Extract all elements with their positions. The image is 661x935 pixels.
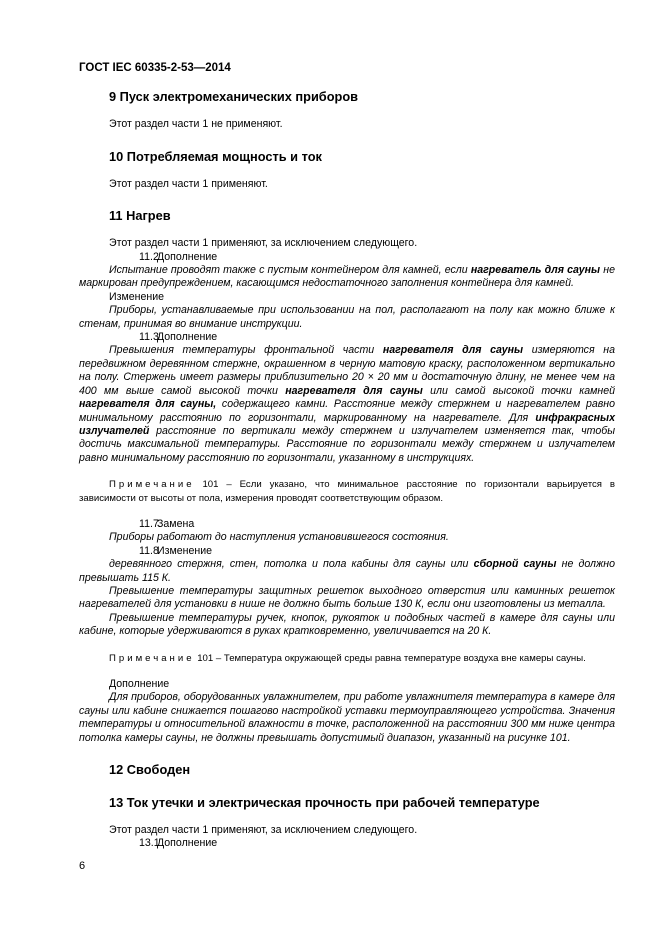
- clause-11-8: 11.8Изменение: [139, 544, 213, 557]
- clause-11-7-text: Приборы работают до наступления установившегося состояния.: [109, 531, 449, 544]
- clause-11-8-text: деревянного стержня, стен, потолка и пола кабины для сауны или сборной сауны не должно превышать 115 К.: [79, 558, 616, 584]
- section-9-text: Этот раздел части 1 не применяют.: [109, 118, 283, 131]
- clause-11-8-text-3: Превышение температуры ручек, кнопок, рукояток и подобных частей в камере для сауны или кабине, которые удерживаются в руках кратковременно, увеличивается на 20 К.: [79, 611, 615, 638]
- change-label: Изменение: [109, 290, 165, 303]
- section-11-intro: Этот раздел части 1 применяют, за исключением следующего.: [109, 237, 418, 250]
- section-13-heading: 13 Ток утечки и электрическая прочность при рабочей температуре: [109, 795, 540, 811]
- addition-label: Дополнение: [109, 678, 170, 690]
- page-number: 6: [79, 860, 86, 872]
- clause-11-2-text: Испытание проводят также с пустым контейнером для камней, если нагреватель для сауны не маркирован предупреждением, касающимся недостаточного заполнения контейнера для камней.: [79, 264, 615, 290]
- section-11-heading: 11 Нагрев: [109, 208, 171, 224]
- clause-13-1: 13.1Дополнение: [139, 837, 218, 850]
- section-10-text: Этот раздел части 1 применяют.: [109, 177, 268, 190]
- document-page: [79, 62, 615, 851]
- clause-11-2: 11.2Дополнение: [139, 250, 218, 263]
- section-9-heading: 9 Пуск электромеханических приборов: [109, 89, 359, 105]
- clause-11-8-text-2: Превышение температуры защитных решеток выходного отверстия или каминных решеток нагревателей для установки в нише не должно быть больше 130 К, если они изготовлены из металла.: [79, 584, 615, 611]
- change-text: Приборы, устанавливаемые при использовании на пол, располагают на полу как можно ближе к стенам, принимая во внимание инструкции.: [79, 304, 615, 330]
- note-101-b: Примечание 101 – Температура окружающей среды равна температуре воздуха вне камеры сауны.: [109, 652, 586, 664]
- addition-text: Для приборов, оборудованных увлажнителем, при работе увлажнителя температура в камере для сауны или кабине снижается пошагово настройкой уставки термоуправляющего устройства. Значения температуры и относительной влажности в точке, расположенной на расстоянии 300 мм ниже центра потолка камеры сауны, не должны превышать допустимый диапазон, указанный на рисунке 101.: [79, 691, 615, 744]
- section-13-intro: Этот раздел части 1 применяют, за исключением следующего.: [109, 824, 418, 837]
- clause-11-3: 11.3Дополнение: [139, 331, 218, 344]
- section-10-heading: 10 Потребляемая мощность и ток: [109, 148, 322, 164]
- document-header: ГОСТ IEC 60335-2-53—2014: [79, 62, 231, 74]
- section-12-heading: 12 Свободен: [109, 762, 191, 778]
- note-101-a: Примечание 101 – Если указано, что минимальное расстояние по горизонтали варьируется в зависимости от высоты от пола, измерения проводят соответствующим образом.: [79, 479, 615, 504]
- clause-11-3-text: Превышения температуры фронтальной части нагревателя для сауны измеряются на передвижном деревянном стержне, окрашенном в черную матовую краску, расположенном вертикально на полу. Стержень имеет размеры приблизительно 20 × 20 мм и достаточную длину, не менее чем на 400 мм выше самой высокой точки нагревателя для сауны или самой высокой точки камней нагревателя для сауны, содержащего камни. Расстояние между стержнем и нагревателем равно минимальному расстоянию по горизонтали, маркированному на нагревателе. Для инфракрасных излучателей расстояние по вертикали между стержнем и излучателем изменяется так, чтобы достичь максимальной температуры. Расстояние по горизонтали между стержнем и излучателем равно минимальному расстоянию по горизонтали, указанному в инструкциях.: [79, 344, 615, 464]
- clause-11-7: 11.7Замена: [139, 517, 195, 530]
